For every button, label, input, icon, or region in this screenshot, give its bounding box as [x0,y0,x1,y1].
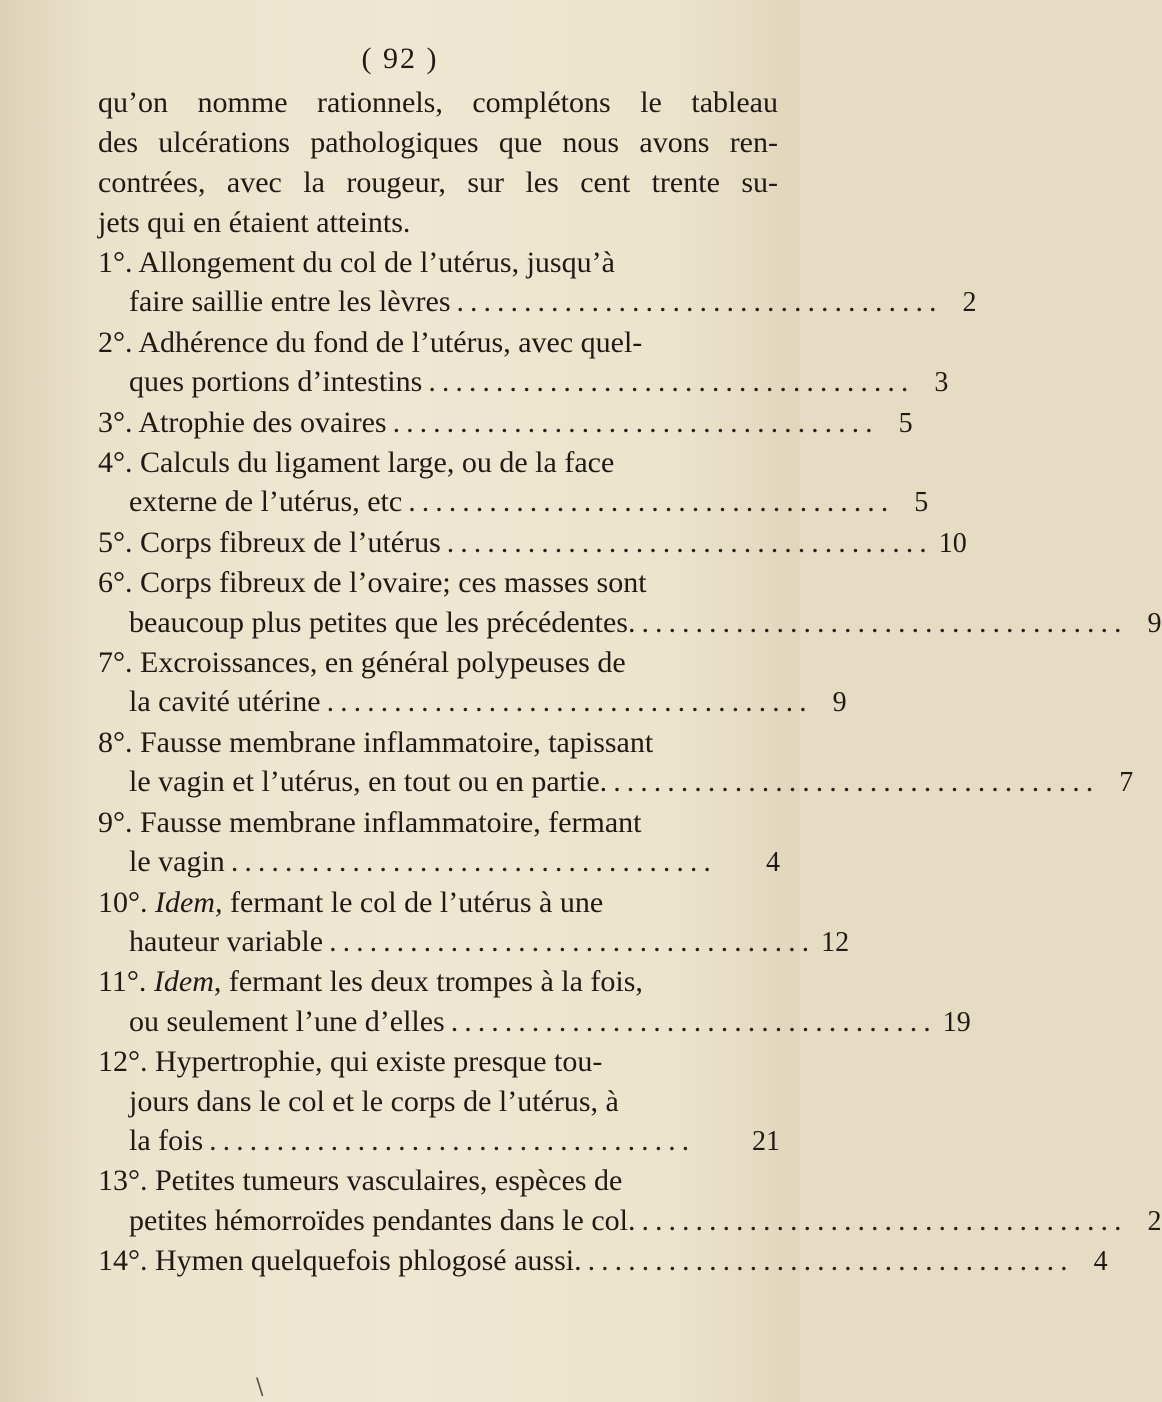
entry-line-text: , fermant les deux trompes à la fois, [213,965,643,999]
entry-text [98,1161,622,1200]
list-item [98,243,977,323]
entry-first-line [98,443,780,482]
list-item [98,883,850,963]
entry-text [98,563,647,602]
dot-leader: .................................... [326,685,813,719]
dot-leader: .................................... [230,845,717,879]
dot-leader: .................................... [613,765,1100,799]
entry-text [129,762,607,801]
entry-line-text: la cavité utérine [129,685,321,719]
entry-first-line [98,1161,780,1200]
entry-line-text: beaucoup plus petites que les précédentes. [129,605,636,639]
entry-first-line [98,403,913,443]
entry-count: 4 [766,847,780,879]
dot-leader: .................................... [641,1203,1128,1237]
dot-leader: .................................... [428,365,915,399]
entry-line-text: le vagin [129,845,225,879]
entry-text [98,523,441,562]
entry-number: 11°. [98,965,154,999]
entry-line-text: Allongement du col de l’utérus, jusqu’à [138,246,615,279]
entry-line-text: faire saillie entre les lèvres [129,285,451,319]
dot-leader: .................................... [587,1244,1074,1278]
entry-text [129,682,321,721]
entry-line-text: Adhérence du fond de l’utérus, avec quel- [138,325,643,359]
entry-text [129,1121,203,1160]
dot-leader: .................................... [392,405,879,439]
entry-number: 8°. [98,725,140,759]
entry-count: 12 [821,926,850,958]
entry-text [129,362,422,401]
entry-number: 10°. [98,885,155,919]
entry-first-line [98,883,780,922]
entry-count: 2 [1147,1205,1162,1237]
entry-text [129,922,323,961]
entry-text [98,643,626,682]
entry-line-text: externe de l’utérus, etc [129,485,403,519]
entry-continuation-line [98,603,1162,643]
entry-count: 7 [1119,767,1134,799]
entry-count: 9 [832,687,847,719]
list-item [98,1241,1108,1281]
entry-count: 10 [938,527,967,559]
entry-number: 9°. [98,805,140,839]
entry-line-text: Hymen quelquefois phlogosé aussi. [155,1244,582,1278]
entry-continuation-line [98,1121,780,1161]
list-item [98,563,1162,643]
intro-paragraph [98,83,778,243]
entry-line-text: Fausse membrane inflammatoire, fermant [140,805,642,839]
entry-line-text: le vagin et l’utérus, en tout ou en partie. [129,765,608,799]
entry-continuation-line [98,922,850,962]
entry-count: 4 [1093,1246,1108,1278]
entry-count: 2 [962,287,977,319]
entry-continuation-line [98,1002,971,1042]
entry-first-line [98,563,780,602]
dot-leader: .................................... [408,485,895,519]
intro-line: jets qui en étaient atteints. [98,206,411,239]
entry-text [98,1042,602,1081]
entry-text [98,403,387,442]
entry-first-line [98,723,780,762]
list-item [98,1161,1162,1241]
entry-number: 12°. [98,1045,155,1079]
entry-italic: Idem [153,965,214,999]
entry-count: 21 [752,1125,780,1157]
entry-line-text: hauteur variable [129,924,324,958]
list-item [98,443,929,523]
entry-text [129,282,451,321]
entry-count: 9 [1147,607,1162,639]
entry-text [98,443,614,482]
entry-continuation-line [98,1201,1162,1241]
entry-number: 13°. [98,1164,155,1198]
entry-text [129,1201,636,1240]
entry-text [129,482,402,521]
list-item [98,403,913,443]
entry-text [98,723,653,762]
stray-mark: \ [256,1375,264,1400]
entry-number: 1°. [98,246,139,279]
entry-continuation-line [98,682,847,722]
entry-number: 2°. [98,325,139,359]
lesion-list [98,243,1162,1282]
entry-line-text: fermant le col de l’utérus à une [229,885,604,919]
entry-text [129,1082,619,1121]
entry-text [129,1002,445,1041]
entry-first-line [98,1042,780,1081]
entry-text [98,883,603,922]
entry-line-text: Petites tumeurs vasculaires, espèces de [155,1164,623,1198]
list-item [98,962,971,1042]
entry-first-line [98,803,780,842]
entry-continuation-line [98,842,780,882]
entry-italic: Idem, [155,885,223,919]
entry-first-line [98,323,780,362]
dot-leader: .................................... [446,525,933,559]
entry-continuation-line [98,762,1134,802]
entry-line-text: Fausse membrane inflammatoire, tapissant [140,725,654,759]
entry-text [129,842,225,881]
entry-text [98,962,643,1001]
entry-continuation-line [98,1082,780,1121]
entry-count: 5 [898,407,913,439]
entry-first-line [98,1241,1108,1281]
entry-count: 3 [934,367,949,399]
entry-line-text: jours dans le col et le corps de l’utérus, à [129,1084,619,1118]
entry-line-text: Hypertrophie, qui existe presque tou- [155,1045,603,1079]
entry-line-text: Calculs du ligament large, ou de la face [140,446,615,480]
dot-leader: .................................... [450,1004,937,1038]
entry-first-line [98,643,780,682]
entry-count: 5 [914,487,929,519]
entry-text [129,603,635,642]
entry-line-text: la fois [129,1123,204,1157]
entry-count: 19 [942,1006,971,1038]
dot-leader: .................................... [456,285,943,319]
entry-text [98,1241,582,1280]
entry-number: 7°. [98,646,140,680]
list-item [98,323,949,403]
intro-line: des ulcérations pathologiques que nous avons ren- [98,126,778,159]
dot-leader: .................................... [641,605,1128,639]
page-number: ( 92 ) [361,42,439,75]
entry-text [98,243,615,282]
entry-line-text: ques portions d’intestins [129,365,423,399]
list-item [98,1042,780,1161]
entry-line-text: petites hémorroïdes pendantes dans le col. [129,1203,636,1237]
list-item [98,803,780,883]
entry-line-text: Excroissances, en général polypeuses de [140,646,626,680]
list-item [98,643,847,723]
dot-leader: .................................... [329,924,816,958]
entry-continuation-line [98,282,977,322]
dot-leader: .................................... [209,1123,696,1157]
entry-line-text: Corps fibreux de l’utérus [140,525,441,559]
entry-text [98,803,642,842]
list-item [98,723,1134,803]
entry-first-line [98,523,967,563]
entry-number: 4°. [98,446,140,480]
intro-line: qu’on nomme rationnels, complétons le tableau [98,86,778,119]
entry-continuation-line [98,482,929,522]
entry-line-text: Atrophie des ovaires [138,405,387,439]
entry-text [98,323,642,362]
entry-first-line [98,243,780,282]
entry-first-line [98,962,780,1001]
entry-continuation-line [98,362,949,402]
list-item [98,523,967,563]
entry-number: 14°. [98,1244,155,1278]
entry-number: 3°. [98,405,139,439]
entry-line-text: Corps fibreux de l’ovaire; ces masses sont [140,566,647,600]
entry-number: 6°. [98,566,140,600]
intro-line: contrées, avec la rougeur, sur les cent trente su- [98,166,778,199]
entry-line-text: ou seulement l’une d’elles [129,1004,445,1038]
entry-number: 5°. [98,525,140,559]
